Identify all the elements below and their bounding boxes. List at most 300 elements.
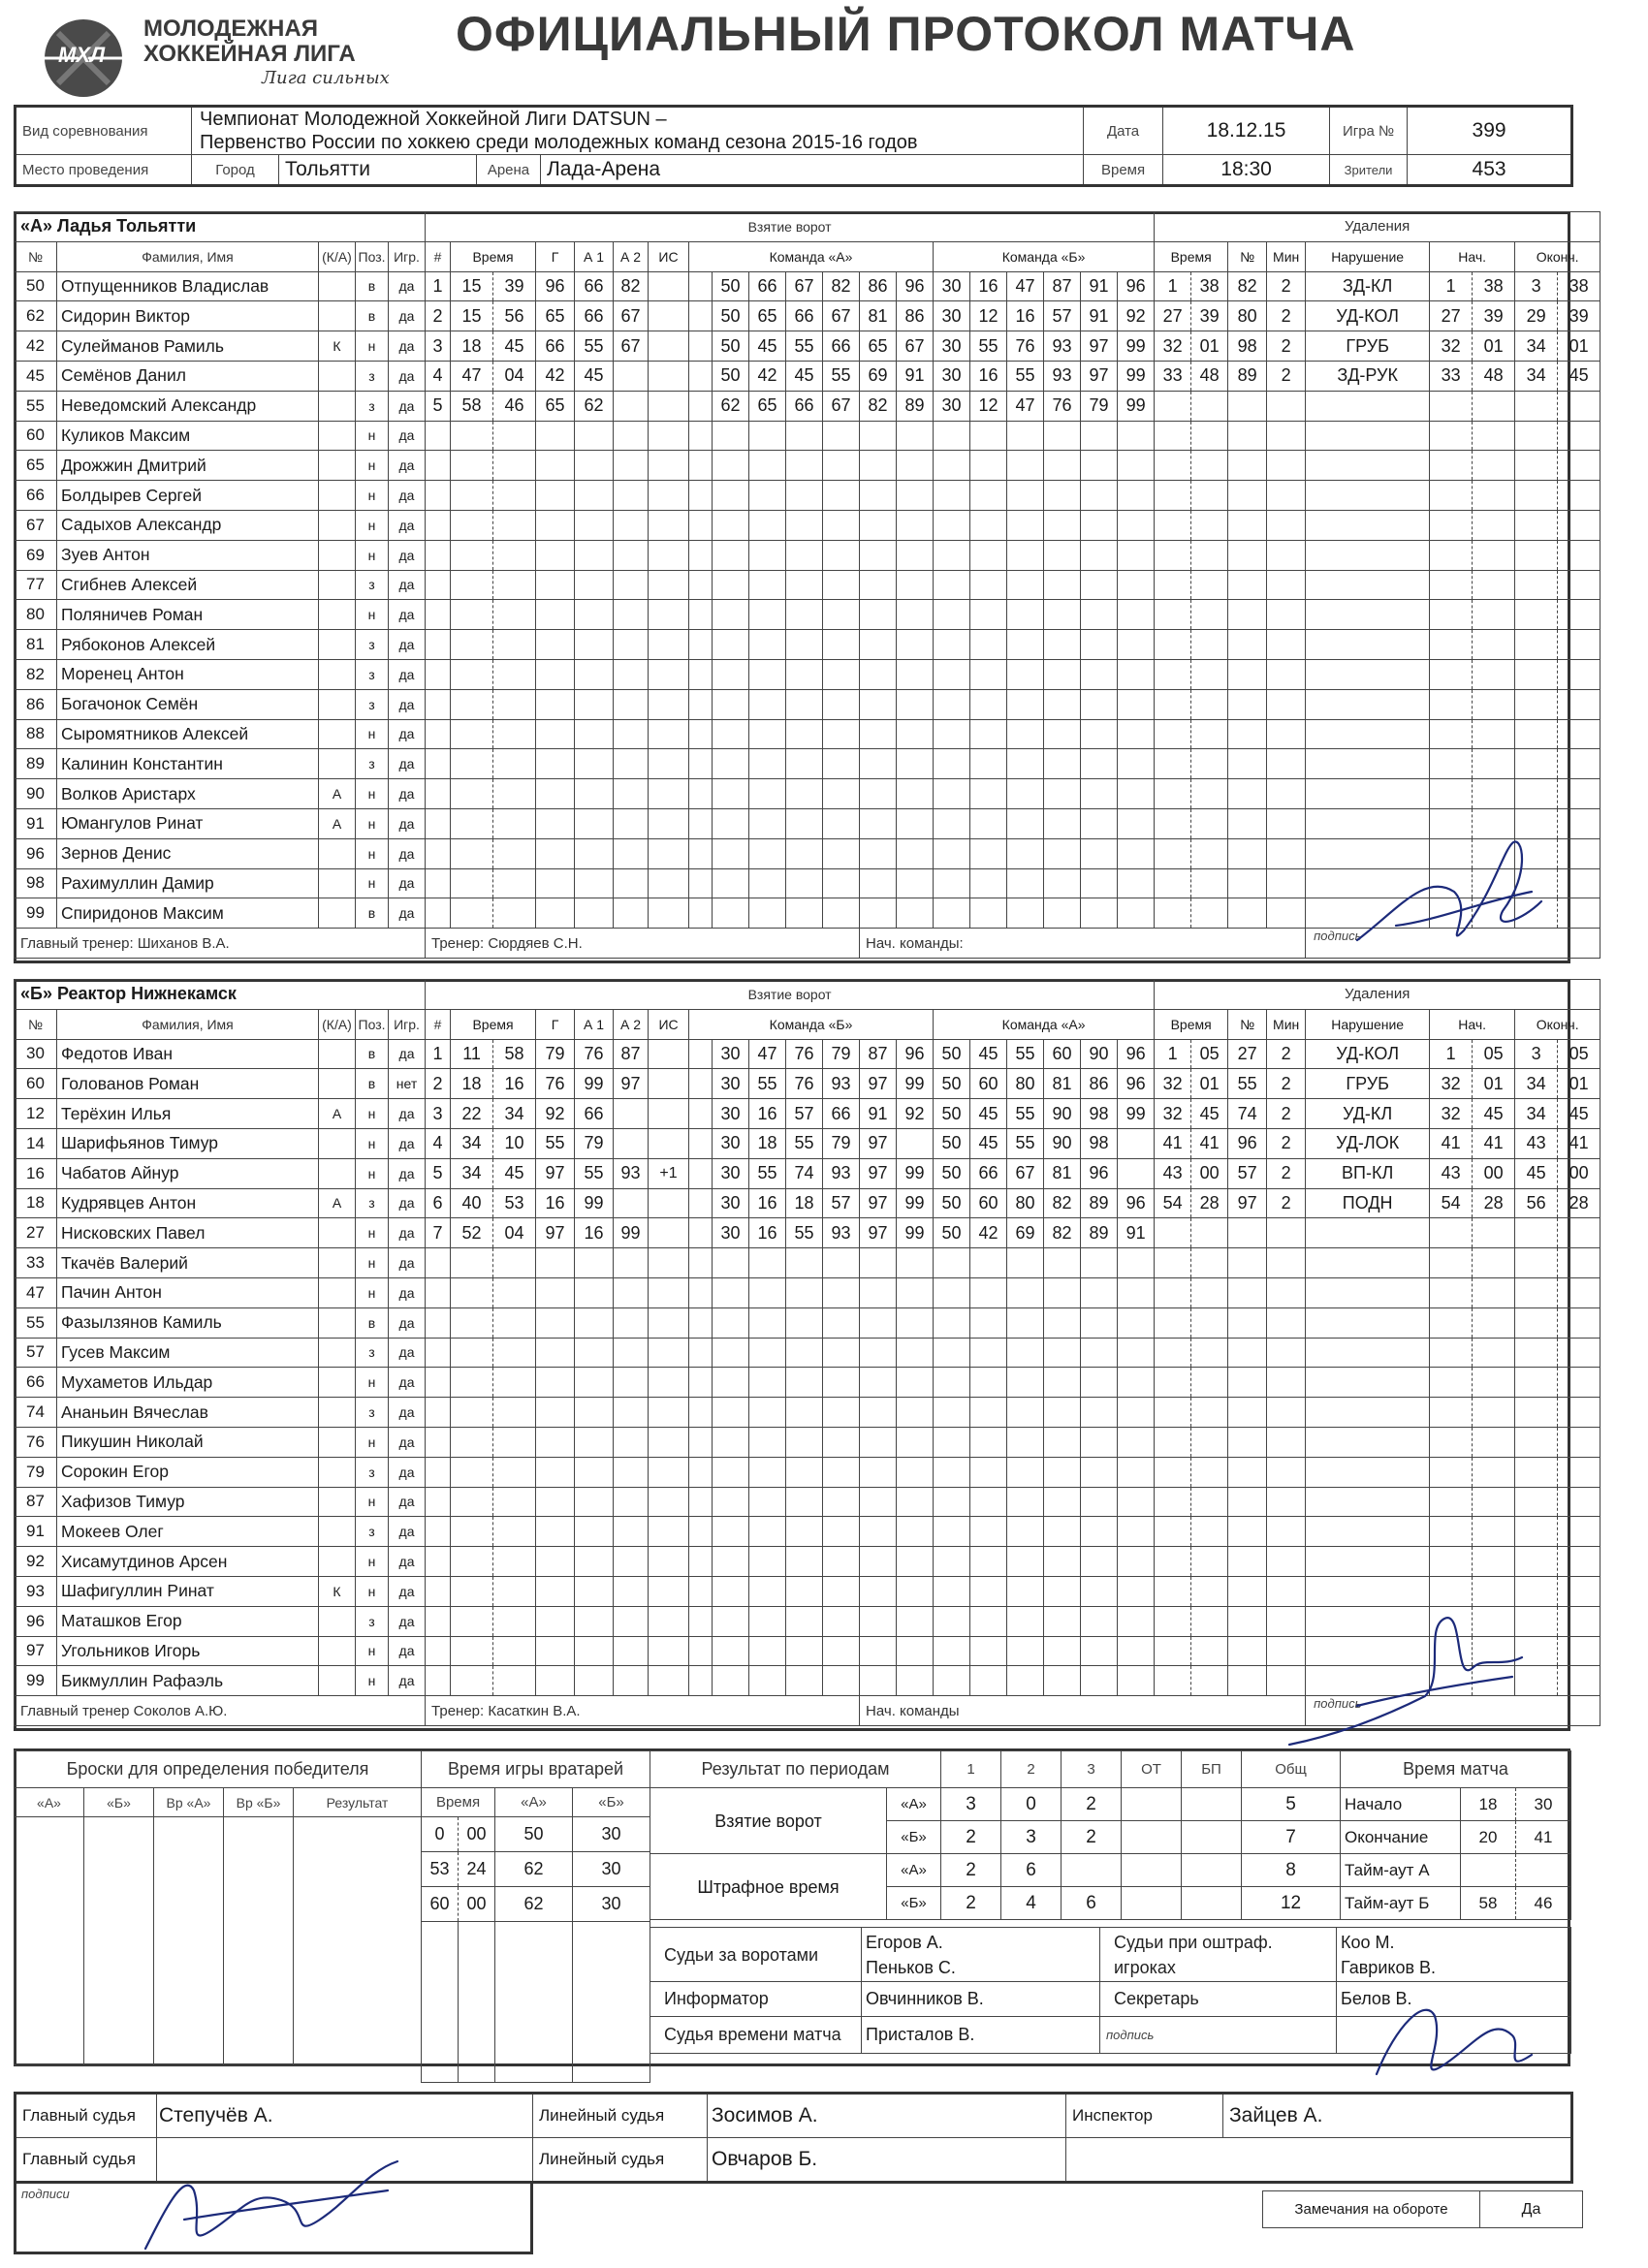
player-role: [319, 1398, 356, 1428]
goal-assist-1: 16: [575, 1218, 614, 1248]
onice-own-player: [786, 540, 823, 570]
penalty-player: [1228, 808, 1267, 838]
goal-number: [426, 719, 451, 749]
onice-own-player: 69: [860, 361, 897, 391]
penalty-start-sec: [1473, 749, 1515, 779]
teamB-col-g: Г: [536, 1009, 575, 1039]
penalty-end-min: [1515, 540, 1558, 570]
penalty-minutes: [1267, 659, 1306, 689]
goal-spacer: [689, 361, 713, 391]
penalty-end-sec: 28: [1558, 1188, 1600, 1218]
linesman-1: Зосимов А.: [708, 2094, 1066, 2138]
player-number: 66: [15, 1368, 57, 1398]
teamA-col-a2: А 2: [614, 241, 649, 271]
onice-opp-player: 55: [1007, 1039, 1044, 1069]
penalty-minutes: [1267, 808, 1306, 838]
onice-opp-player: [1044, 749, 1081, 779]
comp-line2: Первенство России по хоккею среди молодежных команд сезона 2015-16 годов: [200, 132, 918, 153]
penalty-start-min: [1430, 510, 1473, 540]
period-value: 5: [1242, 1788, 1341, 1821]
goal-minute: [451, 808, 493, 838]
goal-scorer: [536, 451, 575, 481]
penalty-violation: ЗД-КЛ: [1306, 271, 1430, 301]
onice-opp-player: [1007, 689, 1044, 719]
penalty-violation: [1306, 719, 1430, 749]
penalty-second: [1191, 779, 1228, 809]
onice-own-player: [860, 1277, 897, 1307]
onice-opp-player: [970, 451, 1007, 481]
onice-opp-player: [934, 1398, 970, 1428]
player-role: [319, 391, 356, 421]
goal-assist-1: [575, 1457, 614, 1487]
goal-assist-1: 76: [575, 1039, 614, 1069]
penalty-minutes: [1267, 719, 1306, 749]
goal-spacer: [689, 1188, 713, 1218]
player-number: 60: [15, 1069, 57, 1099]
goal-number: [426, 1636, 451, 1666]
goal-scorer: [536, 659, 575, 689]
onice-opp-player: 16: [970, 361, 1007, 391]
goal-number: 1: [426, 271, 451, 301]
goal-number: [426, 808, 451, 838]
onice-own-player: [786, 868, 823, 898]
onice-opp-player: [1007, 1307, 1044, 1338]
penalty-minute: 32: [1155, 1099, 1191, 1129]
goal-strength: [649, 838, 689, 868]
player-played: да: [389, 1457, 426, 1487]
goal-strength: [649, 749, 689, 779]
onice-own-player: [823, 1307, 860, 1338]
player-number: 99: [15, 898, 57, 929]
onice-own-player: [749, 540, 786, 570]
penalty-start-sec: 38: [1473, 271, 1515, 301]
onice-own-player: [860, 1666, 897, 1696]
player-number: 47: [15, 1277, 57, 1307]
teamB-col-time: Время: [451, 1009, 536, 1039]
penalty-second: [1191, 1218, 1228, 1248]
goal-assist-2: [614, 1457, 649, 1487]
onice-own-player: [786, 1576, 823, 1606]
goal-spacer: [689, 689, 713, 719]
onice-own-player: 91: [860, 1099, 897, 1129]
period-value: [1182, 1854, 1242, 1887]
onice-own-player: [713, 1606, 749, 1636]
onice-own-player: [786, 1277, 823, 1307]
goal-spacer: [689, 779, 713, 809]
player-played: да: [389, 540, 426, 570]
onice-own-player: 79: [823, 1128, 860, 1158]
goal-second: [493, 1636, 536, 1666]
table-row: [15, 659, 1600, 689]
penalty-end-sec: 05: [1558, 1039, 1600, 1069]
penalty-second: [1191, 808, 1228, 838]
onice-own-player: [749, 1277, 786, 1307]
onice-own-player: [786, 1307, 823, 1338]
onice-opp-player: [1081, 1277, 1118, 1307]
penalty-end-sec: 38: [1558, 271, 1600, 301]
goal-scorer: 66: [536, 331, 575, 362]
penalty-second: [1191, 451, 1228, 481]
onice-opp-player: [1044, 1338, 1081, 1368]
penalty-end-min: [1515, 510, 1558, 540]
player-position: в: [356, 301, 389, 331]
onice-opp-player: 45: [970, 1039, 1007, 1069]
goal-assist-2: [614, 689, 649, 719]
game-label: Игра №: [1330, 107, 1408, 155]
goal-second: [493, 1606, 536, 1636]
penalty-violation: УД-КЛ: [1306, 1099, 1430, 1129]
goal-minute: [451, 1307, 493, 1338]
onice-own-player: 76: [786, 1069, 823, 1099]
penalty-minutes: [1267, 391, 1306, 421]
penalty-end-min: 34: [1515, 1099, 1558, 1129]
onice-opp-player: [1007, 808, 1044, 838]
onice-own-player: [897, 689, 934, 719]
player-number: 65: [15, 451, 57, 481]
penalty-violation: [1306, 1547, 1430, 1577]
player-number: 55: [15, 391, 57, 421]
period-1-head: 1: [941, 1751, 1001, 1788]
period-value: 7: [1242, 1821, 1341, 1854]
table-row: [15, 630, 1600, 660]
goal-scorer: [536, 1576, 575, 1606]
penalty-minute: [1155, 838, 1191, 868]
player-played: да: [389, 1218, 426, 1248]
onice-own-player: [749, 421, 786, 451]
goal-number: 5: [426, 1158, 451, 1188]
table-row: [15, 510, 1600, 540]
penalty-start-sec: [1473, 421, 1515, 451]
player-number: 92: [15, 1547, 57, 1577]
goal-number: [426, 868, 451, 898]
goal-spacer: [689, 1487, 713, 1517]
goal-minute: [451, 1248, 493, 1278]
goal-assist-1: [575, 749, 614, 779]
penalty-end-sec: [1558, 630, 1600, 660]
player-name: Куликов Максим: [57, 421, 319, 451]
player-name: Чабатов Айнур: [57, 1158, 319, 1188]
period-value: [1182, 1887, 1242, 1920]
onice-opp-player: [1118, 1576, 1155, 1606]
onice-own-player: [823, 421, 860, 451]
onice-own-player: 16: [749, 1188, 786, 1218]
goal-minute: [451, 1427, 493, 1457]
goal-strength: [649, 1039, 689, 1069]
onice-opp-player: 81: [1044, 1069, 1081, 1099]
onice-opp-player: [1007, 838, 1044, 868]
goal-assist-1: [575, 868, 614, 898]
comp-line1: Чемпионат Молодежной Хоккейной Лиги DATSUN –: [200, 109, 667, 130]
onice-own-player: [860, 1338, 897, 1368]
player-role: А: [319, 779, 356, 809]
goal-assist-2: [614, 1487, 649, 1517]
onice-opp-player: [934, 1606, 970, 1636]
onice-own-player: [823, 779, 860, 809]
remarks-value: Да: [1480, 2191, 1583, 2228]
goal-strength: [649, 630, 689, 660]
onice-opp-player: [1081, 570, 1118, 600]
player-played: да: [389, 868, 426, 898]
onice-opp-player: [1118, 779, 1155, 809]
player-number: 55: [15, 1307, 57, 1338]
player-played: да: [389, 719, 426, 749]
onice-own-player: [860, 779, 897, 809]
onice-own-player: [713, 600, 749, 630]
onice-own-player: [823, 808, 860, 838]
penalty-minute: [1155, 1517, 1191, 1547]
player-role: [319, 451, 356, 481]
teamA-col-play: Игр.: [389, 241, 426, 271]
penalty-player: 74: [1228, 1099, 1267, 1129]
onice-own-player: [786, 600, 823, 630]
onice-own-player: [713, 570, 749, 600]
arena-value: Лада-Арена: [541, 155, 1084, 186]
teamB-col-end: Оконч.: [1515, 1009, 1600, 1039]
penalty-violation: [1306, 1307, 1430, 1338]
penalty-end-min: [1515, 1487, 1558, 1517]
onice-opp-player: [970, 510, 1007, 540]
onice-own-player: [823, 749, 860, 779]
player-name: Хисамутдинов Арсен: [57, 1547, 319, 1577]
period-value: 8: [1242, 1854, 1341, 1887]
goals-label: Взятие ворот: [650, 1788, 887, 1854]
penalty-end-sec: [1558, 510, 1600, 540]
onice-own-player: [860, 1547, 897, 1577]
penalty-end-sec: [1558, 808, 1600, 838]
player-position: в: [356, 898, 389, 929]
penalty-violation: [1306, 421, 1430, 451]
onice-own-player: [713, 1368, 749, 1398]
penalty-second: [1191, 1547, 1228, 1577]
goal-scorer: 65: [536, 301, 575, 331]
goal-spacer: [689, 719, 713, 749]
goal-minute: [451, 1517, 493, 1547]
onice-own-player: [749, 1368, 786, 1398]
player-position: в: [356, 1039, 389, 1069]
to-a-min: [1461, 1854, 1516, 1887]
onice-opp-player: [970, 630, 1007, 660]
player-name: Бикмуллин Рафаэль: [57, 1666, 319, 1696]
onice-opp-player: [1044, 1277, 1081, 1307]
goal-assist-2: [614, 1338, 649, 1368]
penalty-second: [1191, 1248, 1228, 1278]
goal-strength: [649, 1069, 689, 1099]
onice-opp-player: 50: [934, 1128, 970, 1158]
onice-own-player: 66: [749, 271, 786, 301]
teamA-col-pen-min: Мин: [1267, 241, 1306, 271]
player-played: да: [389, 630, 426, 660]
onice-opp-player: [1081, 1338, 1118, 1368]
onice-own-player: [749, 630, 786, 660]
onice-own-player: 45: [786, 361, 823, 391]
onice-own-player: 89: [897, 391, 934, 421]
player-role: [319, 271, 356, 301]
player-position: в: [356, 1069, 389, 1099]
onice-own-player: [786, 779, 823, 809]
player-played: да: [389, 600, 426, 630]
so-col-b: «Б»: [84, 1788, 154, 1817]
penalty-start-sec: 01: [1473, 331, 1515, 362]
gk-team-b: 30: [573, 1887, 650, 1922]
penalty-start-sec: [1473, 1576, 1515, 1606]
goal-spacer: [689, 1248, 713, 1278]
start-min: 18: [1461, 1788, 1516, 1821]
penalty-start-sec: [1473, 1547, 1515, 1577]
player-number: 42: [15, 331, 57, 362]
onice-own-player: [897, 808, 934, 838]
onice-own-player: [897, 1606, 934, 1636]
goal-minute: [451, 1576, 493, 1606]
goal-number: [426, 1398, 451, 1428]
goal-assist-2: 67: [614, 301, 649, 331]
onice-own-player: 92: [897, 1099, 934, 1129]
penalty-minute: [1155, 630, 1191, 660]
teamB-col-goal-no: #: [426, 1009, 451, 1039]
onice-own-player: [713, 1487, 749, 1517]
gk-second: 00: [459, 1817, 495, 1852]
player-played: да: [389, 1338, 426, 1368]
onice-own-player: 82: [823, 271, 860, 301]
player-position: н: [356, 510, 389, 540]
penalty-minute: [1155, 1457, 1191, 1487]
goal-second: [493, 510, 536, 540]
goal-second: [493, 1457, 536, 1487]
pen-judge-2: Гавриков В.: [1341, 1957, 1437, 1977]
player-position: н: [356, 868, 389, 898]
goal-number: 4: [426, 1128, 451, 1158]
goal-strength: [649, 1398, 689, 1428]
goal-assist-2: [614, 1188, 649, 1218]
penalty-minute: 43: [1155, 1158, 1191, 1188]
penalty-minute: [1155, 1547, 1191, 1577]
goal-scorer: [536, 1368, 575, 1398]
goal-scorer: [536, 1606, 575, 1636]
goal-number: [426, 600, 451, 630]
penalty-violation: ВП-КЛ: [1306, 1158, 1430, 1188]
onice-opp-player: [970, 1398, 1007, 1428]
teamB-col-a2: А 2: [614, 1009, 649, 1039]
onice-own-player: [860, 421, 897, 451]
goal-scorer: [536, 779, 575, 809]
player-position: з: [356, 1517, 389, 1547]
onice-own-player: [860, 689, 897, 719]
penalty-minutes: [1267, 779, 1306, 809]
onice-opp-player: [970, 719, 1007, 749]
bp-head: БП: [1182, 1751, 1242, 1788]
penalty-player: [1228, 510, 1267, 540]
goal-number: [426, 689, 451, 719]
goal-number: [426, 510, 451, 540]
table-row: [15, 719, 1600, 749]
teamB-col-name: Фамилия, Имя: [57, 1009, 319, 1039]
penalty-start-sec: [1473, 1307, 1515, 1338]
onice-own-player: [897, 1398, 934, 1428]
penalty-end-sec: [1558, 1218, 1600, 1248]
goal-spacer: [689, 1158, 713, 1188]
onice-own-player: [749, 779, 786, 809]
onice-own-player: [823, 600, 860, 630]
onice-opp-player: 12: [970, 301, 1007, 331]
penalty-minutes: [1267, 510, 1306, 540]
player-position: з: [356, 1338, 389, 1368]
penalty-minute: [1155, 1248, 1191, 1278]
goal-assist-1: 66: [575, 1099, 614, 1129]
onice-opp-player: [1007, 1666, 1044, 1696]
onice-own-player: 65: [749, 391, 786, 421]
player-name: Юмангулов Ринат: [57, 808, 319, 838]
penalty-minutes: [1267, 1277, 1306, 1307]
goal-minute: [451, 630, 493, 660]
penalty-second: [1191, 1636, 1228, 1666]
table-row: [15, 271, 1600, 301]
onice-own-player: [786, 1338, 823, 1368]
goal-assist-2: [614, 630, 649, 660]
goal-assist-1: [575, 1636, 614, 1666]
onice-opp-player: 92: [1118, 301, 1155, 331]
player-number: 67: [15, 510, 57, 540]
onice-opp-player: 30: [934, 271, 970, 301]
onice-own-player: [786, 1547, 823, 1577]
player-role: [319, 1069, 356, 1099]
shootout-title: Броски для определения победителя: [15, 1751, 422, 1788]
goal-assist-2: [614, 719, 649, 749]
penalty-start-min: [1430, 1487, 1473, 1517]
onice-own-player: [749, 749, 786, 779]
onice-own-player: [749, 1248, 786, 1278]
penalty-minutes: [1267, 1457, 1306, 1487]
signature-secretary-icon: [1357, 1987, 1551, 2094]
penalty-player: [1228, 689, 1267, 719]
onice-own-player: [897, 1636, 934, 1666]
onice-own-player: [823, 1338, 860, 1368]
onice-own-player: 99: [897, 1158, 934, 1188]
teamA-col-onice-opp: Команда «Б»: [934, 241, 1155, 271]
teamB-col-onice-opp: Команда «А»: [934, 1009, 1155, 1039]
onice-own-player: [823, 630, 860, 660]
penalty-minutes: [1267, 1576, 1306, 1606]
onice-opp-player: [1007, 570, 1044, 600]
onice-own-player: [749, 451, 786, 481]
goal-number: [426, 1517, 451, 1547]
penalty-start-min: [1430, 451, 1473, 481]
penalty-player: [1228, 1427, 1267, 1457]
penalty-start-min: [1430, 749, 1473, 779]
goal-judge-1: Егоров А.: [866, 1932, 943, 1952]
onice-opp-player: [1044, 1457, 1081, 1487]
penalty-start-min: 32: [1430, 331, 1473, 362]
teamA-col-name: Фамилия, Имя: [57, 241, 319, 271]
onice-opp-player: 50: [934, 1069, 970, 1099]
goal-second: [493, 1666, 536, 1696]
penalty-player: 89: [1228, 361, 1267, 391]
goal-scorer: [536, 630, 575, 660]
onice-own-player: [749, 719, 786, 749]
onice-opp-player: [1044, 570, 1081, 600]
penalty-violation: УД-ЛОК: [1306, 1128, 1430, 1158]
player-position: з: [356, 361, 389, 391]
informer-label: Информатор: [650, 1982, 862, 2017]
onice-opp-player: 16: [1007, 301, 1044, 331]
goal-number: [426, 1576, 451, 1606]
signature-referee-icon: [126, 2113, 417, 2268]
goal-number: [426, 630, 451, 660]
penalty-start-sec: [1473, 659, 1515, 689]
penalty-minutes: 2: [1267, 1099, 1306, 1129]
onice-own-player: 86: [897, 301, 934, 331]
penalty-end-min: [1515, 421, 1558, 451]
gk-title: Время игры вратарей: [422, 1751, 650, 1788]
player-played: да: [389, 1636, 426, 1666]
